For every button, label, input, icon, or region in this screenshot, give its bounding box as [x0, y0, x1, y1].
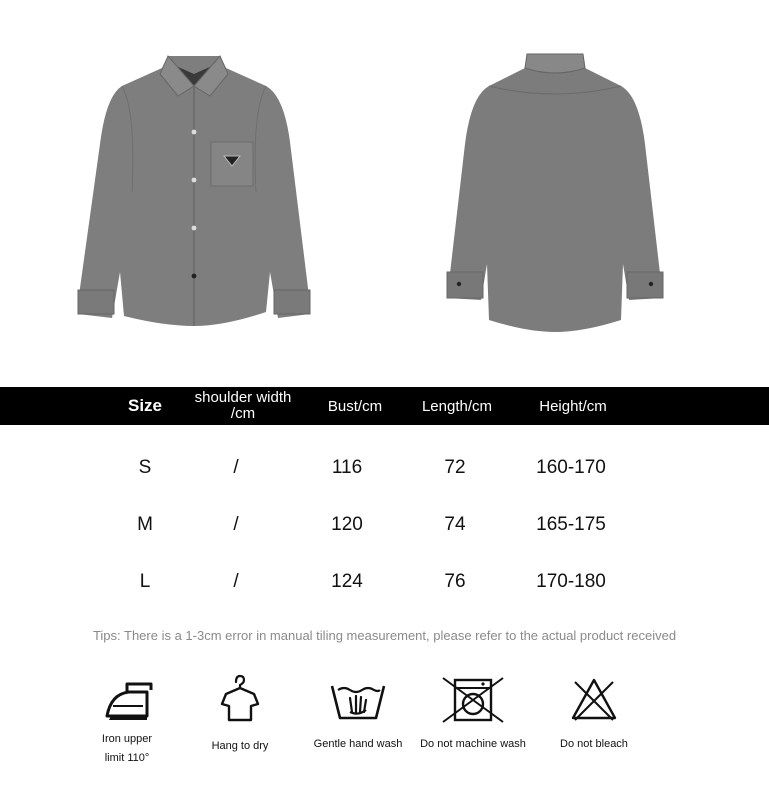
iron-icon — [97, 676, 157, 724]
header-size: Size — [127, 396, 163, 415]
shirt-front-image — [74, 52, 314, 334]
care-label: Gentle hand wash — [313, 738, 403, 750]
care-item-no-machine-wash — [412, 676, 534, 754]
cell-size: M — [137, 514, 153, 535]
cell-height: 170-180 — [536, 571, 606, 592]
care-label: Hang to dry — [211, 740, 269, 752]
cell-shoulder: / — [233, 571, 239, 592]
care-item-hand-wash — [304, 676, 412, 754]
care-item-hang-dry — [200, 674, 280, 756]
cell-bust: 120 — [331, 514, 363, 535]
care-label-line1: Iron upper — [101, 733, 153, 745]
size-table-header — [0, 387, 769, 425]
cell-height: 160-170 — [536, 457, 606, 478]
header-length: Length/cm — [421, 397, 493, 415]
table-row — [0, 562, 769, 602]
cell-size: S — [138, 457, 152, 478]
cell-length: 76 — [444, 571, 466, 592]
care-label: Do not bleach — [560, 738, 628, 750]
cell-height: 165-175 — [536, 514, 606, 535]
cell-length: 72 — [444, 457, 466, 478]
cell-size: L — [139, 571, 151, 592]
care-label: Do not machine wash — [420, 738, 526, 750]
measurement-tips: Tips: There is a 1-3cm error in manual tiling measurement, please refer to the actual product received — [92, 628, 677, 643]
cell-shoulder: / — [233, 457, 239, 478]
product-images — [0, 0, 769, 387]
header-shoulder-width — [180, 387, 306, 425]
hand-wash-icon — [328, 676, 388, 724]
no-bleach-icon — [569, 676, 619, 724]
care-item-iron — [86, 676, 168, 768]
header-height: Height/cm — [539, 397, 607, 415]
no-machine-wash-icon — [441, 676, 505, 724]
cell-length: 74 — [444, 514, 466, 535]
care-item-no-bleach — [548, 676, 640, 754]
hang-dry-icon — [218, 674, 262, 724]
cell-bust: 116 — [331, 457, 363, 478]
header-bust: Bust/cm — [327, 397, 383, 415]
cell-bust: 124 — [331, 571, 363, 592]
table-row — [0, 505, 769, 545]
table-row — [0, 448, 769, 488]
cell-shoulder: / — [233, 514, 239, 535]
header-shoulder-line1: shoulder width — [194, 389, 292, 406]
header-shoulder-line2: /cm — [230, 405, 256, 422]
care-label-line2: limit 110° — [104, 752, 150, 764]
shirt-back-image — [443, 52, 667, 334]
